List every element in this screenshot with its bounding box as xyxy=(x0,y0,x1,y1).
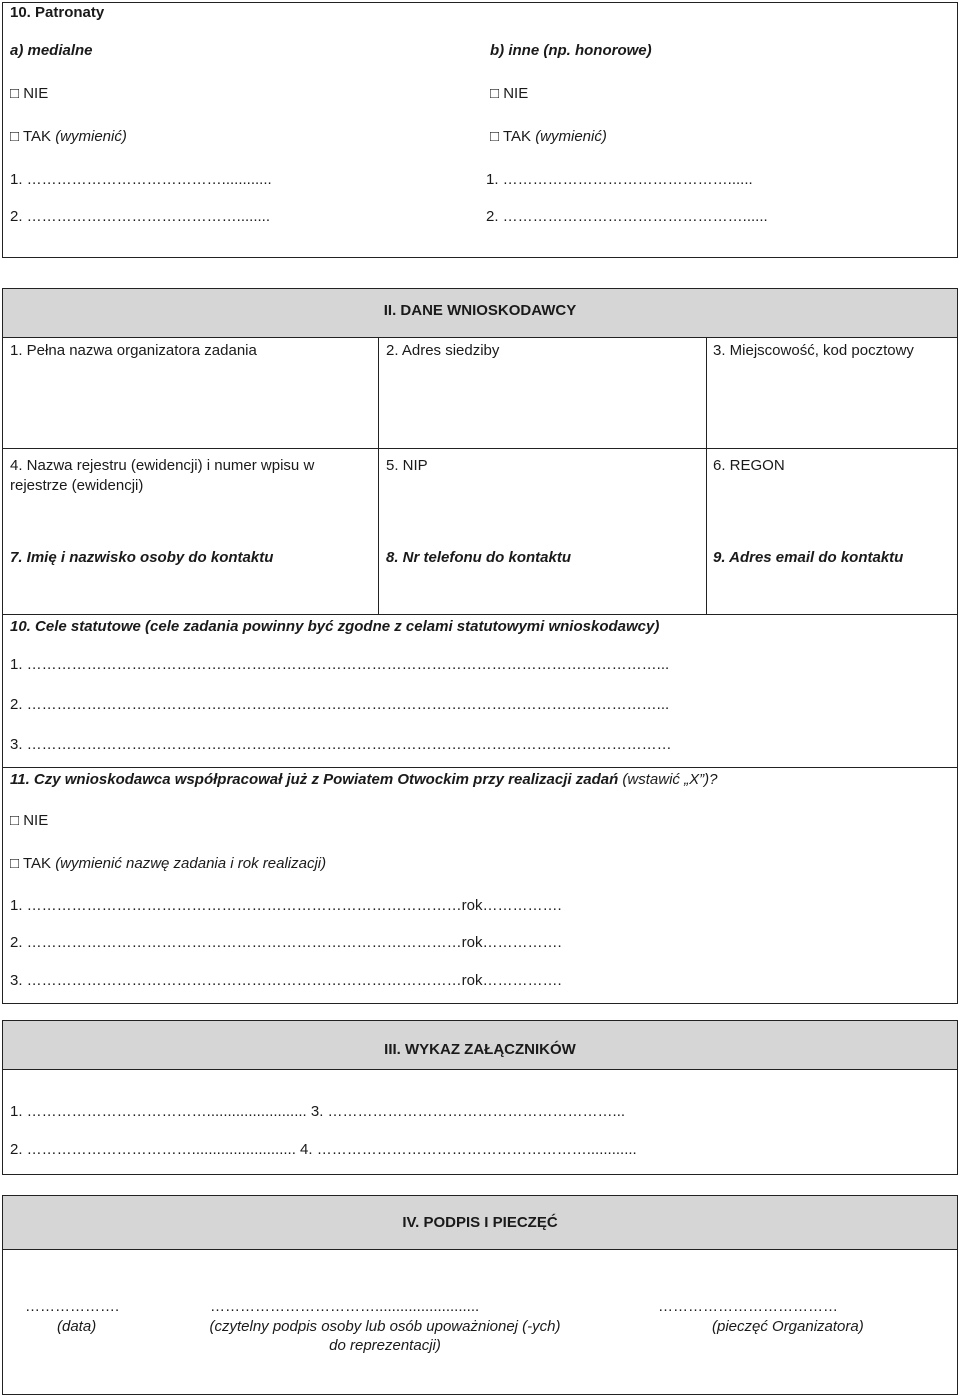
cooperation-entry-3[interactable]: 3. ……………………………………………………………………………rok……………. xyxy=(10,972,562,989)
field-contact-email: 9. Adres email do kontaktu xyxy=(713,549,904,566)
media-yes-label: □ TAK xyxy=(10,128,52,145)
field-contact-phone: 8. Nr telefonu do kontaktu xyxy=(386,549,572,566)
signature-label-cont: do reprezentacji) xyxy=(329,1337,441,1354)
goal-entry-2[interactable]: 2. ………………………………………………………………………………………………………………... xyxy=(10,696,670,713)
cooperation-yes-label: □ TAK xyxy=(10,855,52,872)
media-yes-hint: (wymienić) xyxy=(55,128,127,145)
field-contact-person: 7. Imię i nazwisko osoby do kontaktu xyxy=(10,549,274,566)
media-entry-2[interactable]: 2. ……………………………………........ xyxy=(10,208,271,225)
attachments-header: III. WYKAZ ZAŁĄCZNIKÓW xyxy=(384,1041,576,1058)
other-yes-hint: (wymienić) xyxy=(535,128,607,145)
attachment-entries-row-1[interactable]: 1. ………………………………........................ 3. …………………………………………………... xyxy=(10,1103,626,1120)
date-field[interactable]: ………………. xyxy=(25,1298,120,1315)
signature-label: (czytelny podpis osoby lub osób upoważnionej (-ych) xyxy=(209,1318,561,1335)
field-register-name: 4. Nazwa rejestru (ewidencji) i numer wpisu w xyxy=(10,457,315,474)
grid-row-line xyxy=(2,614,958,615)
patronage-other-label: b) inne (np. honorowe) xyxy=(490,42,652,59)
field-organizer-name: 1. Pełna nazwa organizatora zadania xyxy=(10,342,257,359)
cooperation-yes-checkbox[interactable] xyxy=(10,855,326,873)
field-address: 2. Adres siedziby xyxy=(386,342,500,359)
other-no-checkbox[interactable]: □ NIE xyxy=(490,85,529,102)
signature-field[interactable]: ……………………………......................... xyxy=(210,1298,480,1315)
cooperation-no-checkbox[interactable]: □ NIE xyxy=(10,812,49,829)
cooperation-entry-1[interactable]: 1. ……………………………………………………………………………rok……………. xyxy=(10,897,562,914)
cooperation-question-hint: (wstawić „X”)? xyxy=(622,771,718,788)
grid-divider-left xyxy=(378,338,379,614)
other-yes-label: □ TAK xyxy=(490,128,532,145)
date-label: (data) xyxy=(57,1318,97,1335)
field-cooperation-question xyxy=(10,771,717,789)
goal-entry-3[interactable]: 3. ………………………………………………………………………………………………………………… xyxy=(10,736,672,753)
cooperation-entry-2[interactable]: 2. ……………………………………………………………………………rok……………. xyxy=(10,934,562,951)
field-regon: 6. REGON xyxy=(713,457,785,474)
other-entry-2[interactable]: 2. …………………………………………...... xyxy=(486,208,768,225)
patronage-title: 10. Patronaty xyxy=(10,4,105,21)
goal-entry-1[interactable]: 1. ………………………………………………………………………………………………………………... xyxy=(10,656,670,673)
cooperation-question-text: 11. Czy wnioskodawca współpracował już z Powiatem Otwockim przy realizacji zadań xyxy=(10,771,619,788)
other-entry-1[interactable]: 1. ………………………………………...... xyxy=(486,171,753,188)
media-entry-1[interactable]: 1. …………………………………............ xyxy=(10,171,272,188)
stamp-label: (pieczęć Organizatora) xyxy=(712,1318,864,1335)
signature-header: IV. PODPIS I PIECZĘĆ xyxy=(402,1214,558,1231)
cooperation-yes-hint: (wymienić nazwę zadania i rok realizacji) xyxy=(55,855,327,872)
other-yes-checkbox[interactable] xyxy=(490,128,607,146)
media-yes-checkbox[interactable] xyxy=(10,128,127,146)
media-no-checkbox[interactable]: □ NIE xyxy=(10,85,49,102)
stamp-field[interactable]: ……………………………… xyxy=(658,1298,838,1315)
grid-divider-right xyxy=(706,338,707,614)
attachment-entries-row-2[interactable]: 2. ……………………………......................... 4. ………………………………………………............ xyxy=(10,1141,637,1158)
field-nip: 5. NIP xyxy=(386,457,428,474)
field-city-postcode: 3. Miejscowość, kod pocztowy xyxy=(713,342,914,359)
grid-row-line xyxy=(2,767,958,768)
field-register-name-cont: rejestrze (ewidencji) xyxy=(10,477,144,494)
patronage-media-label: a) medialne xyxy=(10,42,93,59)
applicant-header: II. DANE WNIOSKODAWCY xyxy=(383,302,577,319)
grid-row-line xyxy=(2,448,958,449)
field-statutory-goals: 10. Cele statutowe (cele zadania powinny być zgodne z celami statutowymi wnioskodawcy) xyxy=(10,618,660,635)
